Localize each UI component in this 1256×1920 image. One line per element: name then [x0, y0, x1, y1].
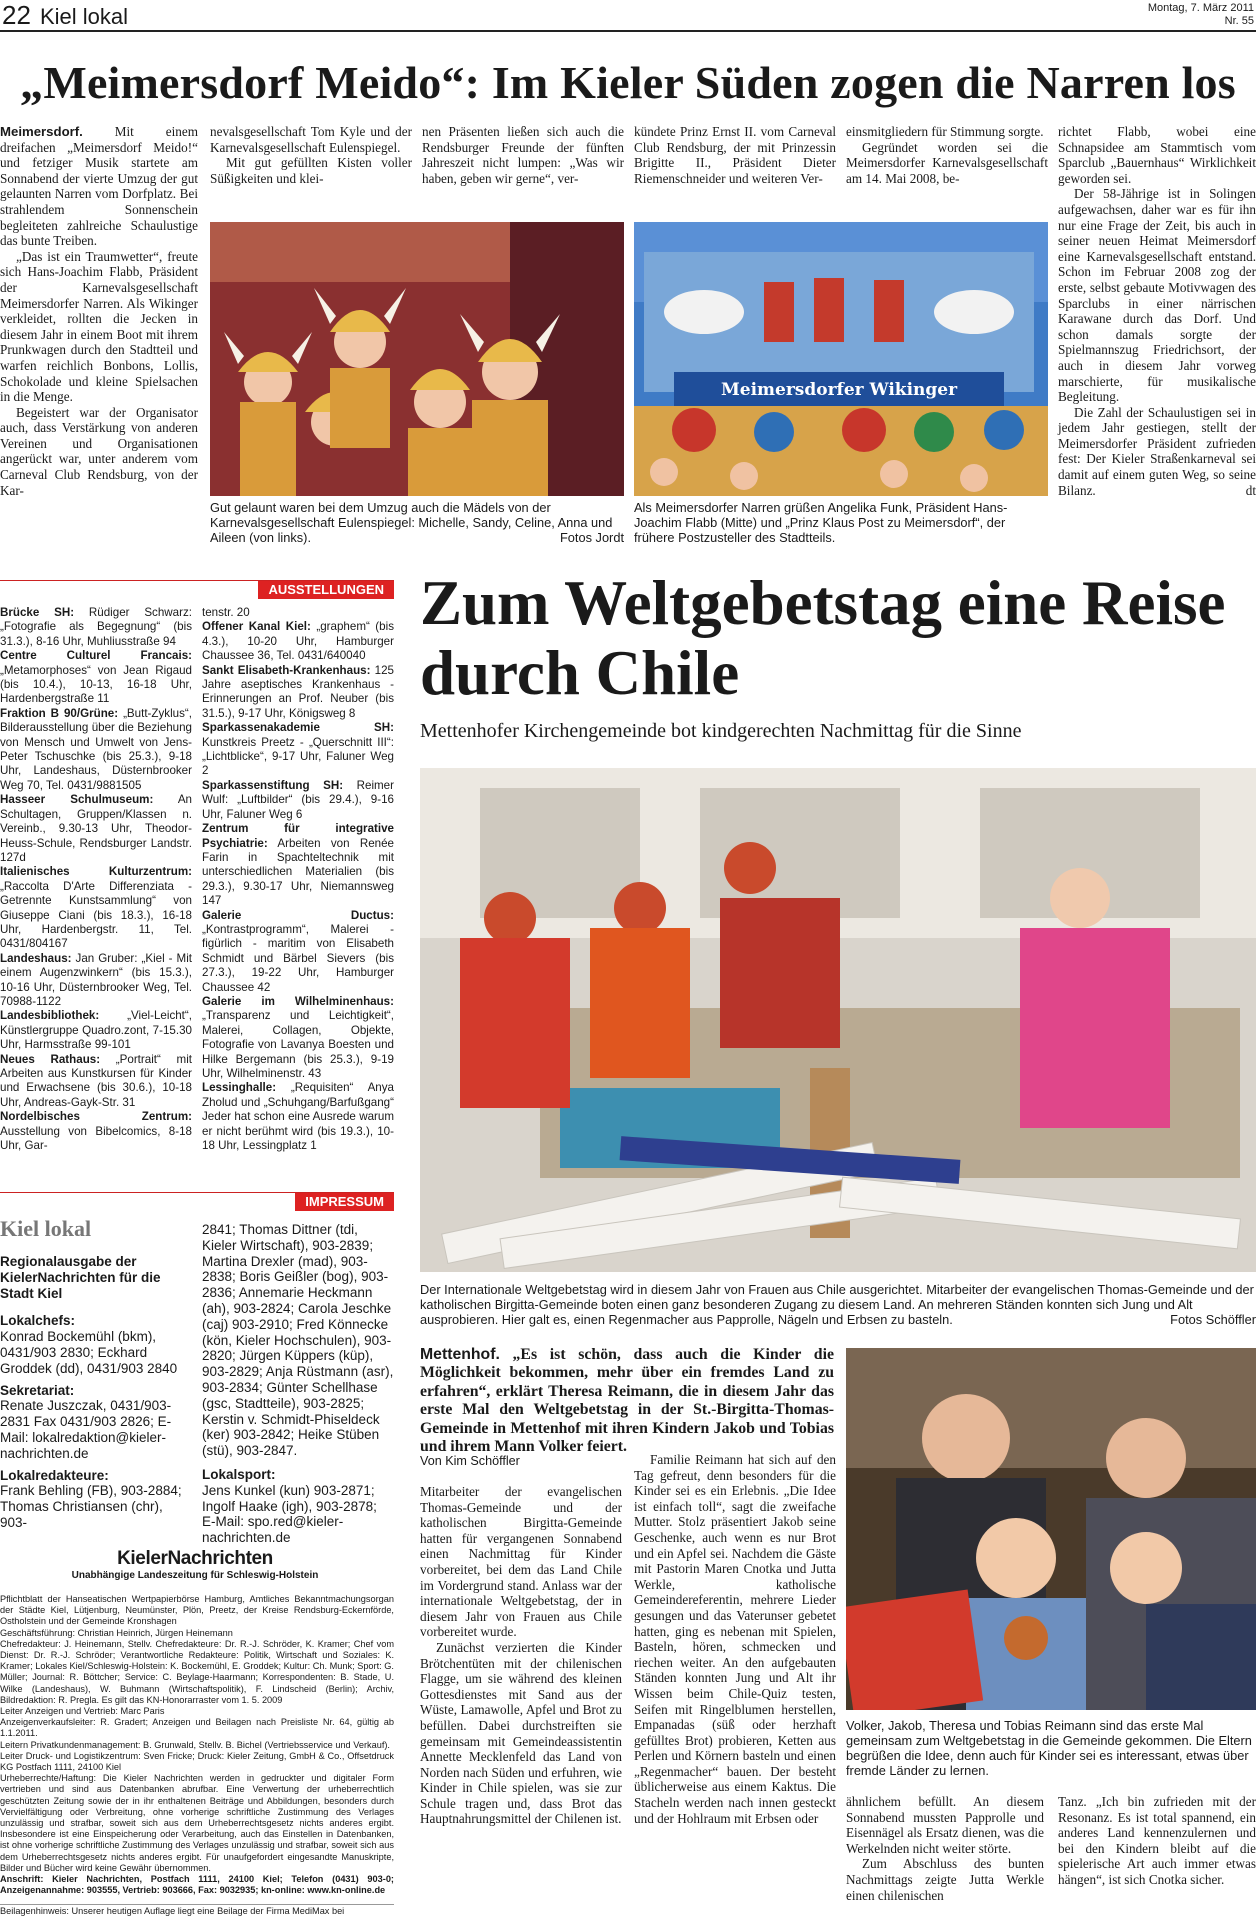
exhibition-details: Rüdiger Schwarz: „Fotografie als Begegnung“ (bis 31.3.), 8-16 Uhr, Muhliusstraße 94	[0, 606, 192, 648]
issue-number: Nr. 55	[1224, 15, 1254, 27]
exhibitions-col2	[202, 606, 394, 1153]
impressum-col2	[202, 1222, 394, 1546]
exhibition-venue: Neues Rathaus:	[0, 1052, 101, 1066]
fineprint-paragraph: Urheberrechte/Haftung: Die Kieler Nachrichten werden in gedruckter und digitaler Form vertrieben und sind aus Datenbanken abrufbar. Eine Verwertung der urheberrechtlich geschützten Zeitung sowie der in ihr enthaltenen Beiträge und Abbildungen, besonders durch Vervielfältigung oder Verbreitung, ohne vorherige schriftliche Zustimmung des Verlages unzulässig und strafbar, soweit sich aus dem Urheberrechtsgesetz nichts anderes ergibt. Insbesondere ist eine Einspeicherung oder Verarbeitung, auch das Einstellen in Datenbanken, ist ohne vorherige schriftliche Zustimmung des Verlages unzulässig und strafbar, soweit sich aus dem Urheberrechtsgesetz nichts anderes ergibt. Für unaufgefordert eingesandte Manuskripte, Bilder und Bücher wird keine Gewähr übernommen.	[0, 1773, 394, 1873]
exhibition-details: „Transparenz und Leichtigkeit“, Malerei, Collagen, Objekte, Fotografie von Lavanya Boesten und Hilke Bergemann (bis 25.3.), 9-19 Uhr, Wilhelminenstr. 43	[202, 1009, 394, 1080]
impressum-col1	[0, 1254, 192, 1531]
parade-float-photo	[634, 222, 1048, 496]
exhibition-venue: Galerie Ductus:	[202, 908, 394, 922]
article2-col2	[634, 1452, 836, 1826]
exhibition-entry	[0, 952, 192, 1010]
article1-paragraph: Die Zahl der Schaulustigen sei in jedem Jahr gestiegen, stellt der Meimersdorfer Präsident zufrieden fest: Der Kieler Straßenkarneval sei damit auf einem guten Weg, so seine Bilanz.	[1058, 404, 1256, 498]
exhibition-details: „Viel-Leicht“, Künstlergruppe Quadro.zont, 7-15.30 Uhr, Harmsstraße 99-101	[0, 1009, 192, 1052]
float-sign: Meimersdorfer Wikinger	[720, 380, 958, 400]
article1-paragraph: kündete Prinz Ernst II. vom Carneval Club Rendsburg, der mit Prinzessin Brigitte II., Präsident Dieter Riemenschneider und weiteren Ver-	[634, 124, 836, 186]
editors-label: Lokalredakteure:	[0, 1467, 109, 1483]
exhibition-entry	[0, 606, 192, 649]
article2-col1	[420, 1484, 622, 1827]
exhibition-entry	[202, 620, 394, 663]
exhibition-details: Ausstellung von Bibelcomics, 8-18 Uhr, Gar-	[0, 1124, 192, 1153]
secretariat-text: Renate Juszczak, 0431/903-2831 Fax 0431/903 2826; E-Mail: lokalredaktion@kieler-nachrichten.de	[0, 1398, 172, 1461]
exhibition-venue: Sparkassenstiftung SH:	[202, 778, 344, 792]
date-text: Montag, 7. März 2011	[1147, 2, 1254, 14]
insert-text: Beilagenhinweis: Unserer heutigen Auflage liegt eine Beilage der Firma MediMax bei	[0, 1906, 345, 1916]
article2-paragraph: Mitarbeiter der evangelischen Thomas-Gemeinde und der katholischen Birgitta-Gemeinde hatten für vergangenen Sonnabend einen Nachmittag für Kinder vorbereitet, bei dem das Land Chile im Vordergrund stand. Anlass war der internationale Weltgebetstag, der in diesem Jahr von Frauen aus Chile vorbereitet wurde.	[420, 1484, 622, 1640]
exhibition-details: „Portrait“ mit Arbeiten aus Kunstkursen für Kinder und Erwachsene (bis 30.6.), 10-18 Uhr, Andreas-Gayk-Str. 31	[0, 1052, 193, 1109]
fineprint-paragraph: Anzeigenverkaufsleiter: R. Gradert; Anzeigen und Beilagen nach Preisliste Nr. 64, gültig ab 1.1.2011.	[0, 1717, 394, 1739]
article2-lead-text: „Es ist schön, dass auch die Kinder die Möglichkeit bekommen, mehr über ein fremdes Land zu erfahren“, erklärt Theresa Reimann, die in diesem Jahr das erste Mal den Weltgebetstag in der St.-Birgitta-Thomas-Gemeinde in Mettenhof mit ihren Kindern Jakob und Tobias und ihrem Mann Volker feiert.	[420, 1346, 834, 1456]
editors-text: Frank Behling (FB), 903-2884; Thomas Christiansen (chr), 903-	[0, 1483, 182, 1530]
exhibition-entry	[0, 1053, 192, 1111]
exhibition-venue: Landesbibliothek:	[0, 1009, 100, 1023]
article2-paragraph: Zunächst verzierten die Kinder Brötchentüten mit der chilenischen Flagge, um sie während des kleinen Gottesdienstes mit Sand aus der Wüste, Lamawolle, Apfel und Brot zu befüllen. Dabei durchstreiften sie gemeinsam mit Gemeindeassistentin Annette Mecklenfeld das Land von Norden nach Süden und erfuhren, wie Kinder in Chile spielen, was sie zur Schule tragen und, dass Brot das Hauptnahrungsmittel der Chilenen ist.	[420, 1639, 622, 1827]
exhibition-venue: Offener Kanal Kiel:	[202, 620, 311, 634]
article1-paragraph: Begeistert war der Organisator auch, dass Verstärkung von anderen Vereinen und Organisationen angerückt war, unter anderem vom Carneval Club Rendsburg, von der Kar-	[0, 404, 198, 498]
article1-paragraph: einsmitgliedern für Stimmung sorgte.	[846, 124, 1044, 139]
kieler-nachrichten-logo	[0, 1548, 390, 1581]
fineprint-paragraph: Leitern Privatkundenmanagement: B. Grunwald, Stellv. B. Bichel (Vertriebsservice und Verkauf).	[0, 1739, 390, 1750]
secretariat-label: Sekretariat:	[0, 1382, 75, 1398]
article1-col6	[1058, 124, 1256, 498]
exhibition-entry	[202, 779, 394, 822]
insert-notice	[0, 1904, 394, 1917]
kn-tagline: Unabhängige Landeszeitung für Schleswig-Holstein	[71, 1570, 319, 1581]
sport-label: Lokalsport:	[202, 1466, 276, 1482]
photo-illustration	[634, 222, 1048, 496]
exhibition-details: „Butt-Zyklus“, Bilderausstellung über die Beziehung von Mensch und Umwelt von Jens-Peter Tschuschke (bis 25.3.), 9-18 Uhr, Landeshaus, Düsternbrooker Weg 70, Tel. 0431/9881505	[0, 706, 192, 792]
publisher-address: Anschrift: Kieler Nachrichten, Postfach 1111, 24100 Kiel; Telefon (0431) 903-0; Anzeigenannahme: 903555, Vertrieb: 903666, Fax: 9032935; kn-online: www.kn-online.de	[0, 1874, 394, 1896]
exhibition-entry	[0, 1110, 192, 1153]
article2-dateline: Mettenhof.	[420, 1346, 500, 1363]
exhibition-details: „graphem“ (bis 4.3.), 10-20 Uhr, Hamburger Chaussee 36, Tel. 0431/640040	[202, 620, 394, 663]
exhibition-entry	[202, 664, 394, 722]
exhibition-entry	[0, 707, 192, 793]
photo2-caption: Als Meimersdorfer Narren grüßen Angelika Funk, Präsident Hans-Joachim Flabb (Mitte) und „Prinz Klaus Post zu Meimersdorf“, der frühere Postzusteller des Stadtteils.	[634, 500, 1008, 545]
kn-name: KielerNachrichten	[117, 1548, 273, 1569]
article1-col5	[846, 124, 1048, 186]
article1-col3	[422, 124, 624, 186]
exhibitions-label: AUSSTELLUNGEN	[258, 581, 394, 599]
exhibition-details: Jan Gruber: „Kiel - Mit einem Augenzwinkern“ (bis 15.3.), 10-16 Uhr, Düsternbrooker Weg, Tel. 70988-1122	[0, 951, 192, 1008]
photo1-caption	[210, 500, 624, 545]
editors-text: 2841; Thomas Dittner (tdi, Kieler Wirtschaft), 903-2839; Martina Drexler (mad), 903-2838; Boris Geißler (bog), 903-2836; Annemarie Heckmann (ah), 903-2824; Carola Jeschke (caj) 903-2910; Fred Könnecke (kön, Kieler Hochschulen), 903-2820; Jürgen Küppers (küp), 903-2829; Anja Rüstmann (asr), 903-2834; Günter Schellhase (gsc, Stadtteile), 903-2825; Kerstin v. Schmidt-Phiseldeck (ker) 903-2842; Heike Stüben (stü), 903-2847.	[202, 1222, 394, 1459]
exhibition-entry	[202, 995, 394, 1081]
fineprint-paragraph: Leiter Druck- und Logistikzentrum: Sven Fricke; Druck: Kieler Zeitung, GmbH & Co., Offsetdruck KG Postfach 1111, 24100 Kiel	[0, 1750, 394, 1773]
photo-credit: Fotos Jordt	[559, 530, 624, 545]
exhibition-details: Reimer Wulf: „Luftbilder“ (bis 29.4.), 9-16 Uhr, Faluner Weg 6	[202, 778, 394, 821]
children-crafting-photo	[420, 768, 1256, 1272]
article2-lead	[420, 1346, 834, 1456]
exhibition-venue: Sparkassenakademie SH:	[202, 721, 394, 735]
photo-illustration	[846, 1348, 1256, 1710]
family-photo-caption: Volker, Jakob, Theresa und Tobias Reimann sind das erste Mal gemeinsam zum Weltgebetstag in die Gemeinde gekommen. Die Eltern begrüßen die Idee, denn auch für Kinder sei es interessant, etwas über fremde Länder zu lernen.	[846, 1718, 1252, 1778]
exhibition-entry	[0, 865, 192, 951]
impressum-label: IMPRESSUM	[295, 1193, 394, 1211]
photo-illustration	[420, 768, 1256, 1272]
exhibition-entry	[202, 606, 394, 620]
exhibition-details: „Metamorphoses“ von Jean Rigaud (bis 10.4.), 10-13, 16-18 Uhr, Hardenbergstraße 11	[0, 663, 192, 706]
viking-costume-photo	[210, 222, 624, 496]
article1-paragraph: Der 58-Jährige ist in Solingen aufgewachsen, daher war es für ihn nur eine Frage der Zeit, bis auch in seiner neuen Heimat Meimersdorf eine Karnevalsgesellschaft entstand. Schon im Februar 2008 zog der erste, selbst gebaute Motivwagen des Sparclubs in einer närrischen Karawane durch das Dorf. Und schon damals sorgte der Spielmannszug Friedrichsort, der auch in diesem Jahr vorweg marschierte, für musikalische Begleitung.	[1058, 186, 1256, 405]
article1-paragraph: nevalsgesellschaft Tom Kyle und der Karnevalsgesellschaft Eulenspiegel.	[210, 124, 412, 155]
impressum-section-bar	[0, 1192, 394, 1210]
exhibition-entry	[0, 793, 192, 865]
exhibition-entry	[202, 822, 394, 908]
exhibition-venue: Brücke SH:	[0, 606, 75, 619]
article1-col1	[0, 124, 198, 498]
exhibition-details: Arbeiten von Renée Farin in Spachteltechnik mit unterschiedlichen Materialien (bis 29.3.), 9.30-17 Uhr, Niemannsweg 147	[202, 836, 394, 908]
exhibition-venue: Hasseer Schulmuseum:	[0, 793, 154, 807]
crafting-photo-caption	[420, 1282, 1256, 1327]
article2-paragraph: ähnlichem befüllt. An diesem Sonnabend mussten Papprolle und Eisennägel als Ersatz dienen, was die Werkelnden nicht weiter störte.	[846, 1794, 1044, 1856]
fineprint-paragraph: Chefredakteur: J. Heinemann, Stellv. Chefredakteure: Dr. R.-J. Schröder, K. Kramer; Chef vom Dienst: Dr. R.-J. Schröder; Verantwortliche Redakteure: Politik, Wirtschaft und Soziales: K. Kramer; Lokales Kiel/Schleswig-Holstein: K. Bockemühl, E. Groddek; Kultur: Ch. Munk; Sport: G. Müller; Journal: R. Böttcher; Service: C. Beylage-Haarmann; Korrespondenten: B. Stade, U. Wilke (Landeshaus), W. Buhmann (Wirtschaftspolitik), F. Lindscheid (Berlin); Archiv, Bildredaktion: R. Pregla. Es gilt das KN-Honorarraster vom 1. 5. 2009	[0, 1638, 394, 1705]
article2-headline: Zum Weltgebetstag eine Reise durch Chile	[420, 568, 1226, 708]
exhibition-venue: Zentrum für integrative Psychiatrie:	[202, 822, 394, 850]
caption-text: Der Internationale Weltgebetstag wird in diesem Jahr von Frauen aus Chile ausgerichtet. Mitarbeiter der evangelischen Thomas-Gemeinde und der katholischen Birgitta-Gemeinde boten einen ganz besonderen Zugang zu diesem Land. An mehreren Ständen konnten sich Jung und Alt ausprobieren. Hier galt es, einen Regenmacher aus Papprolle, Nägeln und Erbsen zu basteln.	[420, 1282, 1254, 1327]
issue-date	[1148, 2, 1254, 28]
chiefs-label: Lokalchefs:	[0, 1313, 76, 1329]
caption-text: Gut gelaunt waren bei dem Umzug auch die Mädels von der Karnevalsgesellschaft Eulenspiegel: Michelle, Sandy, Celine, Anna und Aileen (von links).	[210, 500, 613, 545]
article2-paragraph: Familie Reimann hat sich auf den Tag gefreut, denn besonders für die Kinder sei es ein Erlebnis. „Die Idee ist einfach toll“, sagt die zweifache Mutter. Stolz präsentiert Jakob seine Geschenke, auch wenn es nur Brot und ein Apfel sei. Nachdem die Gäste mit Pastorin Maren Cnotka und Jutta Werkle, katholische Gemeindereferentin, mehrere Lieder gesungen und das Vaterunser gebetet hatten, ging es nebenan mit Spielen, Basteln, hören, schmecken und riechen weiter. An den aufgebauten Ständen konnten Jung und Alt ihr Wissen beim Chile-Quiz testen, Seifen mit Ringelblumen herstellen, Empanadas (süß oder herzhaft gefülltes Brot) probieren, Ketten aus Perlen und Körnern basteln und einen „Regenmacher“ bauen. Der besteht üblicherweise aus einem Kaktus. Die Stacheln werden nach innen gesteckt und der Hohlraum mit Erbsen oder	[634, 1452, 836, 1826]
fineprint-paragraph: Leiter Anzeigen und Vertrieb: Marc Paris	[0, 1706, 165, 1717]
page-number: 22	[2, 0, 31, 30]
page-header	[0, 0, 1256, 32]
exhibition-entry	[0, 649, 192, 707]
exhibition-entry	[202, 909, 394, 995]
exhibition-venue: Galerie im Wilhelminenhaus:	[202, 994, 394, 1008]
exhibition-venue: Fraktion B 90/Grüne:	[0, 706, 119, 720]
author-tag: dt	[1245, 482, 1256, 498]
article1-paragraph: nen Präsenten ließen sich auch die Rendsburger Freunde der fünften Jahreszeit nicht lumpen: „Was wir haben, geben wir gerne“, ver-	[422, 124, 624, 186]
article2-subheadline: Mettenhofer Kirchengemeinde bot kindgerechten Nachmittag für die Sinne	[420, 720, 1022, 742]
article1-headline: „Meimersdorf Meido“: Im Kieler Süden zogen die Narren los	[20, 57, 1236, 108]
exhibitions-section-bar	[0, 580, 394, 598]
fineprint-paragraph: Pflichtblatt der Hanseatischen Wertpapierbörse Hamburg, Amtliches Bekanntmachungsorgan der Städte Kiel, Lütjenburg, Neumünster, Plön, Preetz, der Kreise Rendsburg-Eckernförde, Ostholstein und der Gemeinde Kronshagen	[0, 1594, 394, 1627]
chiefs-text: Konrad Bockemühl (bkm), 0431/903 2830; Eckhard Groddek (dd), 0431/903 2840	[0, 1329, 178, 1376]
article1-paragraph: richtet Flabb, wobei eine Schnapsidee am Stammtisch vom Sparclub „Bauernhaus“ Wirklichkeit geworden sei.	[1058, 124, 1256, 186]
exhibition-entry	[202, 1081, 394, 1153]
article1-paragraph: „Das ist ein Traumwetter“, freute sich Hans-Joachim Flabb, Präsident der Karnevalsgesellschaft Meimersdorfer Narren. Als Wikinger verkleidet, rollten die Jecken in diesem Jahr in einem Boot mit ihrem Prunkwagen durch den Stadtteil und warfen reichlich Bonbons, Lollis, Schokolade und kleine Spielsachen in die Menge.	[0, 248, 198, 405]
family-reading-photo	[846, 1348, 1256, 1710]
exhibition-venue: Sankt Elisabeth-Krankenhaus:	[202, 663, 371, 677]
exhibition-venue: Centre Culturel Francais:	[0, 649, 192, 663]
exhibitions-col1	[0, 606, 192, 1153]
kiel-lokal-logo: Kiel lokal	[0, 1216, 92, 1241]
exhibition-details: „Raccolta D'Arte Differenziata - Getrennte Kunstsammlung“ von Giuseppe Ciani (bis 18.3.), 16-18 Uhr, Hardenbergstr. 11, Tel. 0431/804167	[0, 879, 192, 951]
article2-paragraph: Tanz. „Ich bin zufrieden mit der Resonanz. Es ist total spannend, ein anderes Land kennenzulernen und bei den Kindern bleibt auf die spielerische Art auch immer etwas hängen“, ist sich Cnotka sicher.	[1058, 1794, 1256, 1887]
article2-paragraph: Zum Abschluss des bunten Nachmittags zeigte Jutta Werkle einen chilenischen	[846, 1856, 1044, 1903]
article1-dateline: Meimersdorf.	[0, 124, 83, 139]
article2-col3	[846, 1794, 1044, 1903]
exhibition-venue: Nordelbisches Zentrum:	[0, 1110, 192, 1124]
exhibition-details: „Requisiten“ Anya Zholud und „Schuhgang/Barfußgang“ Jeder hat schon eine Ausrede warum er nicht berühmt wird (bis 19.3.), 10-18 Uhr, Lessingplatz 1	[202, 1081, 394, 1153]
exhibition-details: „Kontrastprogramm“, Malerei - figürlich - maritim von Elisabeth Schmidt und Bärbel Sievers (bis 27.3.), 19-22 Uhr, Hamburger Chaussee 42	[202, 922, 394, 994]
exhibition-venue: Lessinghalle:	[202, 1081, 277, 1095]
exhibition-details: tenstr. 20	[202, 606, 250, 619]
exhibition-details: 125 Jahre aseptisches Krankenhaus - Erinnerungen an Prof. Neuber (bis 31.5.), 9-17 Uhr, Königsweg 8	[202, 663, 394, 720]
article1-lead: Mit einem dreifachen „Meimersdorf Meido!“ und fetziger Musik startete am Sonnabend der vierte Umzug der gut gelaunten Narren vom Dorfplatz. Bei strahlendem Sonnenschein begleiteten zahlreiche Schaulustige das bunte Treiben.	[0, 124, 198, 249]
regional-edition: Regionalausgabe der KielerNachrichten für die Stadt Kiel	[0, 1254, 161, 1301]
photo-credit: Fotos Schöffler	[1170, 1312, 1256, 1327]
exhibition-venue: Landeshaus:	[0, 951, 72, 965]
article1-paragraph: Mit gut gefüllten Kisten voller Süßigkeiten und klei-	[210, 155, 412, 186]
exhibition-entry	[0, 1009, 192, 1052]
exhibition-details: Kunstkreis Preetz - „Querschnitt III“: „Lichtblicke“, 9-17 Uhr, Faluner Weg 2	[202, 735, 394, 778]
article1-paragraph: Gegründet worden sei die Meimersdorfer Karnevalsgesellschaft am 14. Mai 2008, be-	[846, 139, 1048, 186]
photo-illustration	[210, 222, 624, 496]
article2-col4	[1058, 1794, 1256, 1888]
exhibition-details: An Schultagen, Gruppen/Klassen n. Vereinb., 9.30-13 Uhr, Theodor-Heuss-Schule, Rendsburger Landstr. 127d	[0, 793, 192, 864]
exhibition-entry	[202, 721, 394, 779]
fineprint-paragraph: Geschäftsführung: Christian Heinrich, Jürgen Heinemann	[0, 1627, 233, 1638]
impressum-fineprint	[0, 1594, 394, 1896]
exhibition-venue: Italienisches Kulturzentrum:	[0, 865, 192, 879]
article1-col2	[210, 124, 412, 186]
article1-col4	[634, 124, 836, 186]
section-title: Kiel lokal	[40, 4, 129, 29]
byline: Von Kim Schöffler	[420, 1454, 520, 1468]
sport-text: Jens Kunkel (kun) 903-2871; Ingolf Haake (igh), 903-2878; E-Mail: spo.red@kieler-nachrichten.de	[202, 1482, 377, 1546]
